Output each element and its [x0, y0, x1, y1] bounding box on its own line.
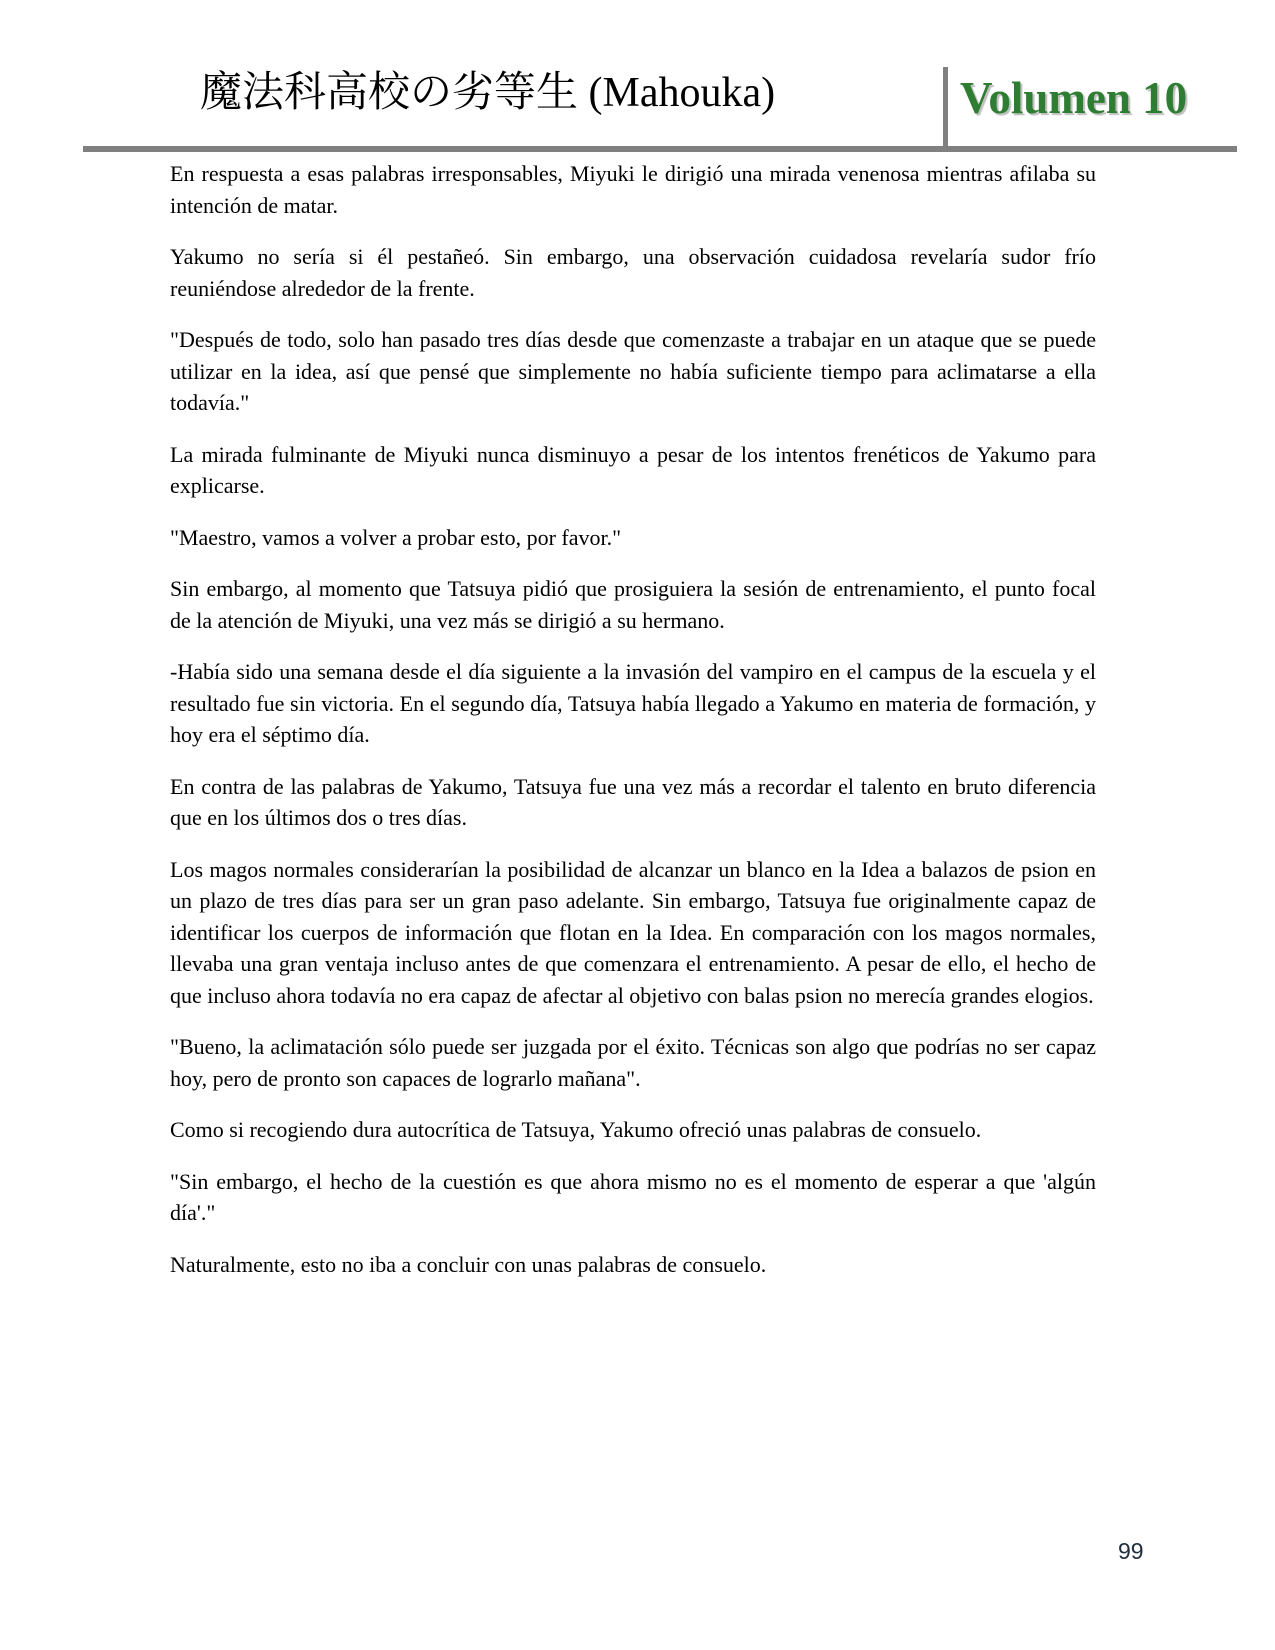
paragraph: "Maestro, vamos a volver a probar esto, por favor.": [170, 524, 622, 550]
paragraph: Naturalmente, esto no iba a concluir con unas palabras de consuelo.: [170, 1251, 767, 1277]
page-number: 99: [1118, 1538, 1144, 1564]
body-text: [170, 158, 1096, 1300]
paragraph: La mirada fulminante de Miyuki nunca disminuyo a pesar de los intentos frenéticos de Yakumo para explicarse.: [170, 441, 1096, 498]
paragraph: "Bueno, la aclimatación sólo puede ser juzgada por el éxito. Técnicas son algo que podrías no ser capaz hoy, pero de pronto son capaces de lograrlo mañana".: [170, 1034, 1096, 1091]
header-rule: [83, 146, 1237, 152]
paragraph: "Después de todo, solo han pasado tres días desde que comenzaste a trabajar en un ataque que se puede utilizar en la idea, así que pensé que simplemente no había suficiente tiempo para aclimatarse a ella todavía.": [170, 327, 1096, 415]
paragraph: En respuesta a esas palabras irresponsables, Miyuki le dirigió una mirada venenosa mientras afilaba su intención de matar.: [170, 161, 1096, 218]
paragraph: Como si recogiendo dura autocrítica de Tatsuya, Yakumo ofreció unas palabras de consuelo.: [170, 1117, 982, 1142]
paragraph: Yakumo no sería si él pestañeó. Sin embargo, una observación cuidadosa revelaría sudor frío reuniéndose alrededor de la frente.: [170, 244, 1096, 301]
paragraph: "Sin embargo, el hecho de la cuestión es que ahora mismo no es el momento de esperar a que 'algún día'.": [170, 1168, 1096, 1225]
paragraph: -Había sido una semana desde el día siguiente a la invasión del vampiro en el campus de la escuela y el resultado fue sin victoria. En el segundo día, Tatsuya había llegado a Yakumo en materia de formación, y hoy era el séptimo día.: [170, 659, 1096, 747]
volume-label: Volumen 10: [960, 73, 1188, 123]
paragraph: Sin embargo, al momento que Tatsuya pidió que prosiguiera la sesión de entrenamiento, el punto focal de la atención de Miyuki, una vez más se dirigió a su hermano.: [170, 576, 1096, 633]
paragraph: Los magos normales considerarían la posibilidad de alcanzar un blanco en la Idea a balazos de psion en un plazo de tres días para ser un gran paso adelante. Sin embargo, Tatsuya fue originalmente capaz de identificar los cuerpos de información que flotan en la Idea. En comparación con los magos normales, llevaba una gran ventaja incluso antes de que comenzara el entrenamiento. A pesar de ello, el hecho de que incluso ahora todavía no era capaz de afectar al objetivo con balas psion no merecía grandes elogios.: [170, 856, 1096, 1008]
page-header: [0, 0, 1275, 160]
document-title: 魔法科高校の劣等生 (Mahouka): [200, 70, 776, 116]
header-divider-vertical: [943, 67, 948, 152]
paragraph: En contra de las palabras de Yakumo, Tatsuya fue una vez más a recordar el talento en bruto diferencia que en los últimos dos o tres días.: [170, 773, 1096, 830]
